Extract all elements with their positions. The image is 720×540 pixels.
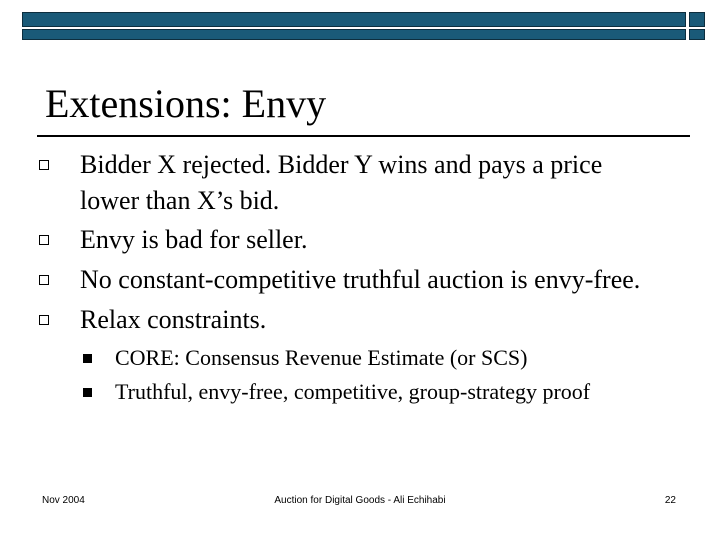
filled-square-bullet-icon — [83, 354, 92, 363]
header-bar-top — [22, 12, 686, 27]
header-square-bottom — [689, 29, 705, 40]
sub-bullet-text: Truthful, envy-free, competitive, group-strategy proof — [115, 379, 591, 404]
page-number: 22 — [664, 495, 676, 506]
bullet-text: Relax constraints. — [80, 305, 267, 334]
hollow-square-bullet-icon — [39, 160, 49, 170]
header-bar-bottom — [22, 29, 686, 40]
filled-square-bullet-icon — [83, 388, 92, 397]
footer-date: Nov 2004 — [42, 495, 85, 506]
bullet-text: Envy is bad for seller. — [80, 225, 308, 254]
header-square-top — [689, 12, 705, 27]
bullet-text: No constant-competitive truthful auction is envy-free. — [80, 265, 641, 294]
bullet-text: Bidder X rejected. Bidder Y wins and pays a price — [80, 150, 603, 179]
hollow-square-bullet-icon — [39, 235, 49, 245]
bullet-text-continuation: lower than X’s bid. — [80, 186, 280, 215]
slide-title: Extensions: Envy — [45, 81, 327, 126]
hollow-square-bullet-icon — [39, 315, 49, 325]
footer-title: Auction for Digital Goods - Ali Echihabi — [274, 495, 446, 506]
hollow-square-bullet-icon — [39, 275, 49, 285]
title-underline — [37, 135, 690, 137]
sub-bullet-text: CORE: Consensus Revenue Estimate (or SCS) — [115, 345, 528, 370]
